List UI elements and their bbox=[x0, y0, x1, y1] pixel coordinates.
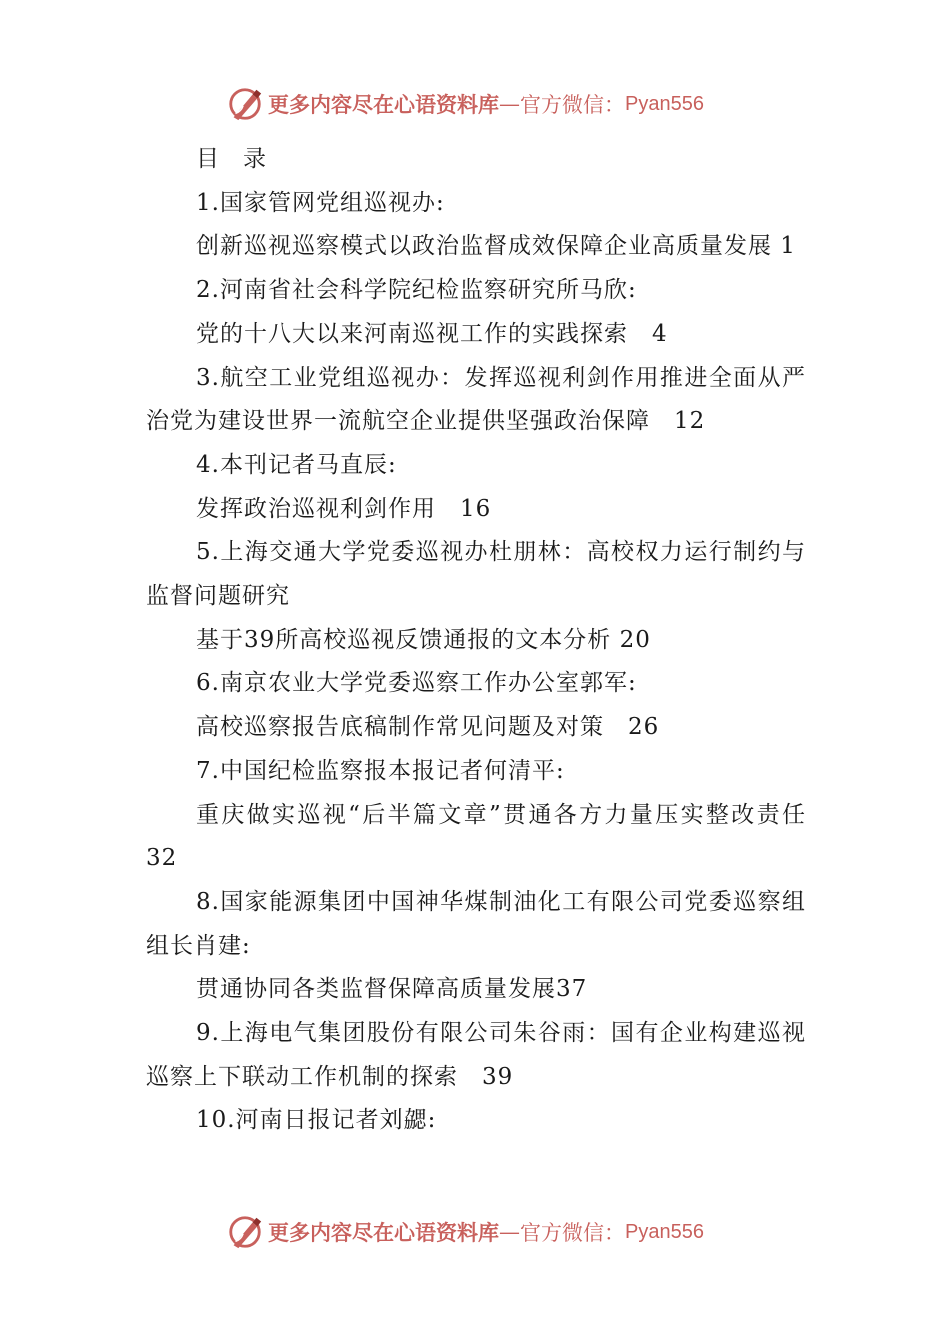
pen-logo-icon bbox=[226, 1213, 264, 1251]
toc-entry: 4.本刊记者马直辰: bbox=[196, 451, 397, 478]
toc-entry: 高校巡察报告底稿制作常见问题及对策 26 bbox=[196, 714, 660, 741]
toc-entry: 6.南京农业大学党委巡察工作办公室郭军: bbox=[196, 670, 637, 697]
toc-document bbox=[146, 138, 830, 1143]
toc-entry: 创新巡视巡察模式以政治监督成效保障企业高质量发展 1 bbox=[196, 233, 796, 260]
footer-watermark-banner bbox=[226, 1212, 746, 1252]
toc-heading: 目录 bbox=[196, 146, 290, 172]
toc-entry: 3.航空工业党组巡视办：发挥巡视利剑作用推进全面从严治党为建设世界一流航空企业提供坚强政治保障 12 bbox=[146, 364, 806, 435]
toc-entry: 10.河南日报记者刘勰: bbox=[196, 1107, 437, 1134]
toc-entry: 7.中国纪检监察报本报记者何清平: bbox=[196, 757, 565, 784]
toc-entry: 2.河南省社会科学院纪检监察研究所马欣: bbox=[196, 277, 637, 304]
banner-dash: — bbox=[499, 92, 520, 116]
toc-entry: 贯通协同各类监督保障高质量发展37 bbox=[196, 976, 588, 1003]
banner-brand-text: 更多内容尽在心语资料库 bbox=[268, 92, 499, 117]
toc-entry: 重庆做实巡视“后半篇文章”贯通各方力量压实整改责任 32 bbox=[146, 801, 830, 872]
toc-entry: 8.国家能源集团中国神华煤制油化工有限公司党委巡察组组长肖建: bbox=[146, 888, 806, 959]
banner-wechat-id: Pyan556 bbox=[625, 92, 704, 115]
toc-entry: 基于39所高校巡视反馈通报的文本分析 20 bbox=[196, 626, 651, 653]
banner-wechat-id: Pyan556 bbox=[625, 1220, 704, 1243]
banner-wechat-label: 官方微信： bbox=[520, 93, 625, 117]
toc-entry: 发挥政治巡视利剑作用 16 bbox=[196, 495, 492, 522]
banner-brand-text: 更多内容尽在心语资料库 bbox=[268, 1220, 499, 1245]
header-watermark-banner bbox=[226, 84, 746, 124]
toc-entry: 1.国家管网党组巡视办: bbox=[196, 189, 445, 216]
banner-wechat-label: 官方微信： bbox=[520, 1221, 625, 1245]
toc-entry: 党的十八大以来河南巡视工作的实践探索 4 bbox=[196, 320, 668, 347]
banner-dash: — bbox=[499, 1220, 520, 1244]
toc-entry: 5.上海交通大学党委巡视办杜朋林：高校权力运行制约与监督问题研究 bbox=[146, 539, 806, 610]
toc-entry: 9.上海电气集团股份有限公司朱谷雨：国有企业构建巡视巡察上下联动工作机制的探索 39 bbox=[146, 1020, 806, 1090]
pen-logo-icon bbox=[226, 85, 264, 123]
